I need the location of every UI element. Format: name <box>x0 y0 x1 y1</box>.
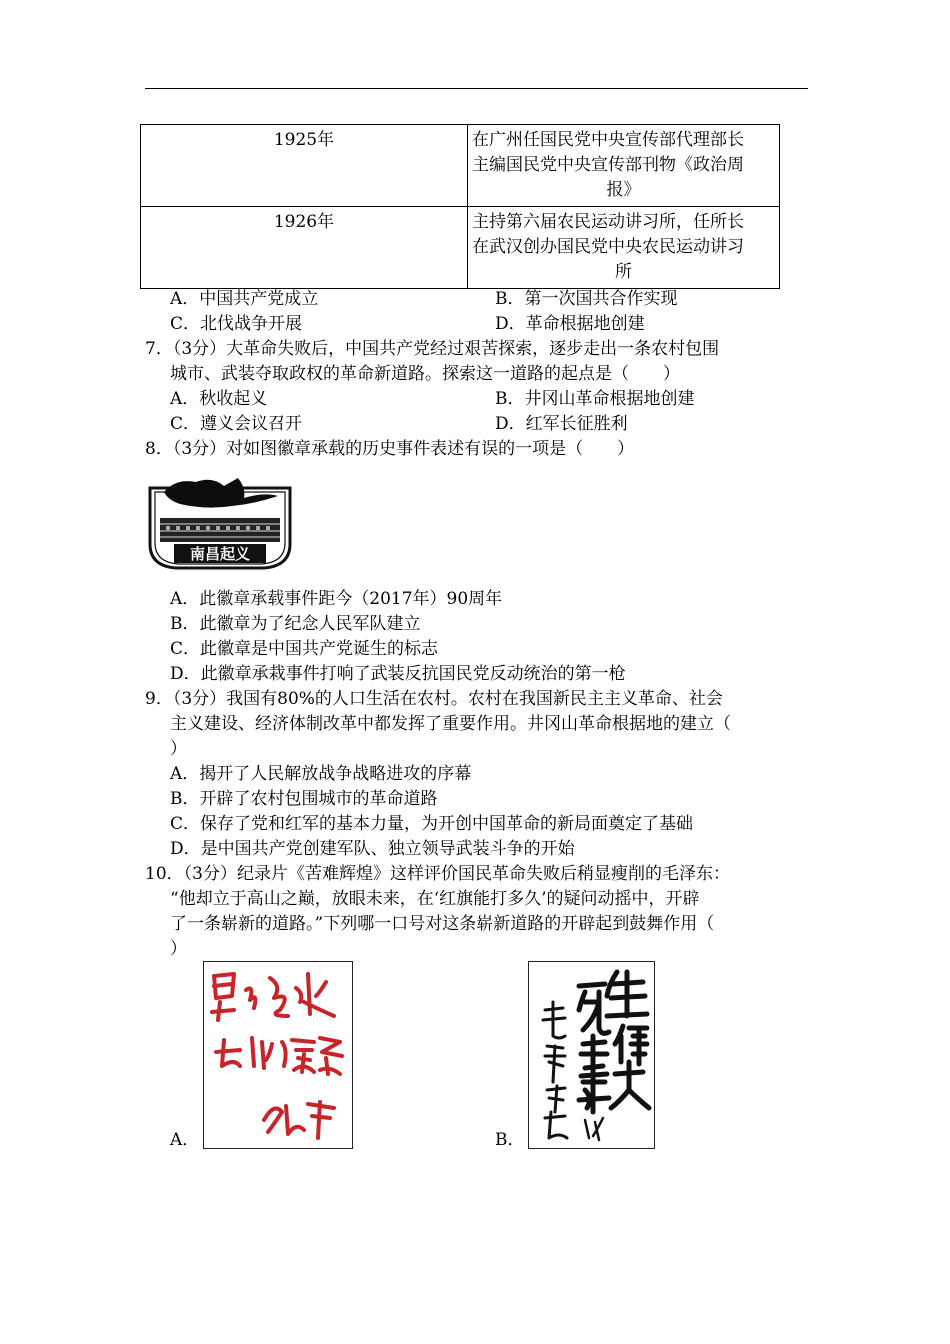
badge-caption: 南昌起义 <box>189 545 251 563</box>
q9-stem-line: ） <box>170 739 187 759</box>
table-cell-year <box>141 125 468 207</box>
q7-stem-line: 7．（3分）大革命失败后，中国共产党经过艰苦探索，逐步走出一条农村包围 <box>145 339 720 359</box>
q9-option-b: B．开辟了农村包围城市的革命道路 <box>170 789 438 809</box>
table-cell-year <box>141 207 468 289</box>
q8-option-b: B．此徽章为了纪念人民军队建立 <box>170 614 421 634</box>
q6-option-a: A．中国共产党成立 <box>170 289 319 309</box>
q9-option-c: C．保存了党和红军的基本力量，为开创中国革命的新局面奠定了基础 <box>170 814 694 834</box>
event-text-line: 主编国民党中央宣传部刊物《政治周 <box>472 155 744 175</box>
table-row <box>141 125 780 207</box>
red-calligraphy-illustration <box>204 962 352 1148</box>
event-text-line: 所 <box>615 262 632 282</box>
q8-stem-line: 8．（3分）对如图徽章承载的历史事件表述有误的一项是（ ） <box>145 439 635 459</box>
year-text: 1926年 <box>273 212 335 232</box>
nanchang-uprising-badge-image <box>146 474 294 572</box>
q7-stem-line: 城市、武装夺取政权的革命新道路。探索这一道路的起点是（ ） <box>170 364 680 384</box>
black-calligraphy-illustration <box>529 962 654 1148</box>
q8-option-c: C．此徽章是中国共产党诞生的标志 <box>170 639 439 659</box>
q9-stem-line: 主义建设、经济体制改革中都发挥了重要作用。井冈山革命根据地的建立（ <box>170 714 731 734</box>
q8-option-d: D．此徽章承栽事件打响了武装反抗国民党反动统治的第一枪 <box>170 664 626 684</box>
q7-option-d: D．红军长征胜利 <box>495 414 628 434</box>
chronology-table <box>140 124 780 289</box>
event-text-line: 在广州任国民党中央宣传部代理部长 <box>472 130 744 150</box>
header-rule <box>145 88 808 89</box>
q6-option-b: B．第一次国共合作实现 <box>495 289 678 309</box>
q9-option-d: D．是中国共产党创建军队、独立领导武装斗争的开始 <box>170 839 575 859</box>
event-text-line: 在武汉创办国民党中央农民运动讲习 <box>472 237 744 257</box>
table-row <box>141 207 780 289</box>
q7-option-c: C．遵义会议召开 <box>170 414 303 434</box>
q7-option-b: B．井冈山革命根据地创建 <box>495 389 695 409</box>
q10-option-b: B． <box>495 1130 525 1150</box>
q10-stem-line: ） <box>170 939 187 959</box>
event-text-line: 报》 <box>606 180 641 200</box>
q6-option-c: C．北伐战争开展 <box>170 314 303 334</box>
q6-option-d: D．革命根据地创建 <box>495 314 645 334</box>
badge-illustration <box>146 474 294 572</box>
q9-stem-line: 9．（3分）我国有80%的人口生活在农村。农村在我国新民主主义革命、社会 <box>145 689 723 709</box>
event-text-line: 主持第六届农民运动讲习所，任所长 <box>472 212 744 232</box>
table-cell-event <box>468 207 780 289</box>
calligraphy-image-a <box>203 961 353 1149</box>
year-text: 1925年 <box>273 130 335 150</box>
calligraphy-image-b <box>528 961 655 1149</box>
table-cell-event <box>468 125 780 207</box>
q10-stem-line: 了一条崭新的道路。”下列哪一口号对这条崭新道路的开辟起到鼓舞作用（ <box>170 914 715 934</box>
q10-stem-line: 10．（3分）纪录片《苦难辉煌》这样评价国民革命失败后稍显瘦削的毛泽东： <box>145 864 730 884</box>
q7-option-a: A．秋收起义 <box>170 389 268 409</box>
q10-option-a: A． <box>170 1130 200 1150</box>
q10-stem-line: “他却立于高山之巅，放眼未来，在‘红旗能打多久’的疑问动摇中，开辟 <box>170 889 700 909</box>
q9-option-a: A．揭开了人民解放战争战略进攻的序幕 <box>170 764 472 784</box>
q8-option-a: A．此徽章承载事件距今（2017年）90周年 <box>170 589 503 609</box>
